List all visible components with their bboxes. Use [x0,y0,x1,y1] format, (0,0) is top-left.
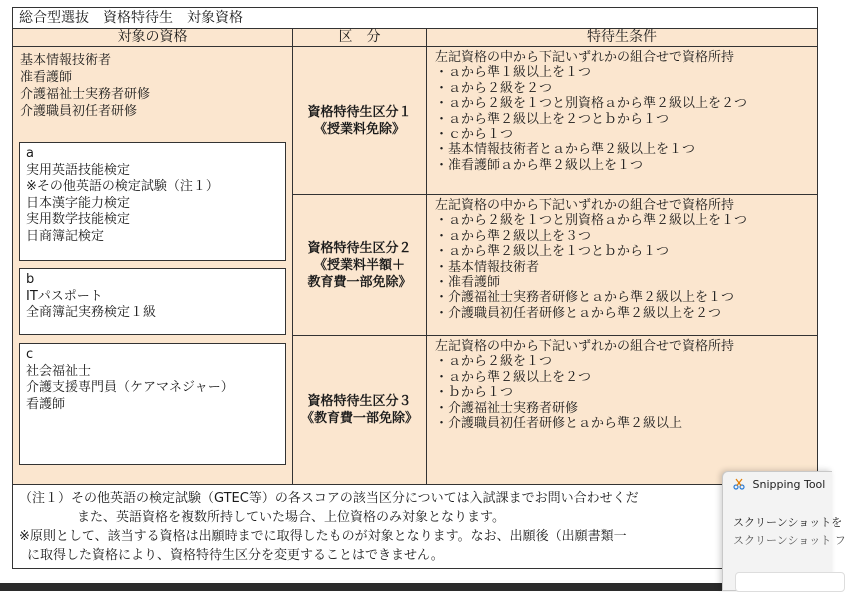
category-3-benefit: 《教育費一部免除》 [300,411,418,426]
condition-line: 左記資格の中から下記いずれかの組合せで資格所持 [435,198,735,213]
list-item: 実用数学技能検定 [26,212,131,227]
conditions-2-cell [427,195,817,336]
condition-line: ・ａから準２級以上を２つとｂから１つ [435,111,670,127]
group-b-label: b [26,272,35,287]
notification-submessage: スクリーンショット フ [733,534,846,547]
footnote-line: ※原則として、該当する資格は出願時までに取得したものが対象となります。なお、出願後（出願書類一 [19,529,627,544]
list-item: 介護福祉士実務者研修 [20,87,151,102]
list-item: 看護師 [26,396,66,412]
header-category: 区 分 [293,29,427,47]
group-a-label: a [26,146,34,161]
footnote-line: （注１）その他英語の検定試験（GTEC等）の各スコアの該当区分については入試課までお問い合わせくだ [19,491,639,506]
group-c-box [19,343,286,465]
condition-line: ・准看護師 [435,275,501,291]
list-item: 実用英語技能検定 [26,162,131,178]
category-2-benefit-cont: 教育費一部免除》 [307,274,412,290]
list-item: 介護支援専門員（ケアマネジャー） [26,380,234,395]
list-item: ITパスポート [26,288,103,304]
condition-line: ・ａから２級を２つ [435,80,553,96]
condition-line: ・ｂから１つ [435,385,514,401]
list-item: 基本情報技術者 [20,53,112,68]
condition-line: ・ｃから１つ [435,127,514,143]
condition-line: ・介護福祉士実務者研修 [435,400,579,416]
category-1-title: 資格特待生区分１ [307,104,412,120]
category-1-benefit: 《授業料免除》 [313,121,405,137]
footnote-line: に取得した資格により、資格特待生区分を変更することはできません。 [27,548,444,563]
footnote-line: また、英語資格を複数所持していた場合、上位資格のみ対象となります。 [77,510,505,525]
condition-line: ・准看護師ａから準２級以上を１つ [435,157,644,173]
condition-line: ・ａから２級を１つと別資格ａから準２級以上を１つ [435,213,748,229]
condition-line: ・基本情報技術者とａから準２級以上を１つ [435,142,696,158]
notification-message: スクリーンショットを [733,516,843,529]
list-item: 全商簿記実務検定１級 [26,305,157,320]
group-c-label: c [26,347,34,362]
header-qualification: 対象の資格 [13,29,293,47]
condition-line: ・ａから２級を１つ [435,354,553,370]
notification-action-button[interactable] [735,572,845,592]
list-item: ※その他英語の検定試験（注１） [26,179,219,194]
list-item: 社会福祉士 [26,363,92,379]
group-b-box [19,268,286,335]
condition-line: ・介護福祉士実務者研修とａから準２級以上を１つ [435,290,735,306]
conditions-1-cell [427,47,817,195]
header-conditions: 特待生条件 [427,29,817,47]
notification-header [723,472,832,498]
category-2-title: 資格特待生区分２ [307,240,412,256]
category-1-cell [293,47,427,195]
category-3-title: 資格特待生区分３ [307,394,412,409]
document-title: 総合型選抜 資格特待生 対象資格 [13,8,817,29]
condition-line: ・ａから準２級以上を２つ [435,369,592,385]
condition-line: ・ａから準２級以上を３つ [435,228,592,244]
qualification-document [12,7,818,569]
list-item: 介護職員初任者研修 [20,104,138,119]
condition-line: ・基本情報技術者 [435,259,540,275]
condition-line: ・ａから準１級以上を１つ [435,65,592,81]
list-item: 日本漢字能力検定 [26,195,131,211]
footnotes [19,489,815,565]
group-a-box [19,142,286,261]
condition-line: 左記資格の中から下記いずれかの組合せで資格所持 [435,50,735,65]
category-2-cell [293,195,427,336]
condition-line: 左記資格の中から下記いずれかの組合せで資格所持 [435,339,735,354]
condition-line: ・介護職員初任者研修とａから準２級以上 [435,416,683,432]
general-qualification-list [20,52,150,120]
conditions-3-cell [427,336,817,485]
snipping-tool-notification[interactable] [722,471,846,591]
scissors-icon [733,478,745,490]
list-item: 准看護師 [20,70,73,85]
taskbar [0,583,832,591]
notification-app-name: Snipping Tool [752,478,826,491]
category-3-cell [293,336,427,485]
list-item: 日商簿記検定 [26,228,105,244]
condition-line: ・介護職員初任者研修とａから準２級以上を２つ [435,305,722,321]
category-2-benefit: 《授業料半額＋ [313,257,405,273]
condition-line: ・ａから２級を１つと別資格ａから準２級以上を２つ [435,96,748,112]
qualification-column [13,47,293,485]
condition-line: ・ａから準２級以上を１つとｂから１つ [435,244,670,260]
